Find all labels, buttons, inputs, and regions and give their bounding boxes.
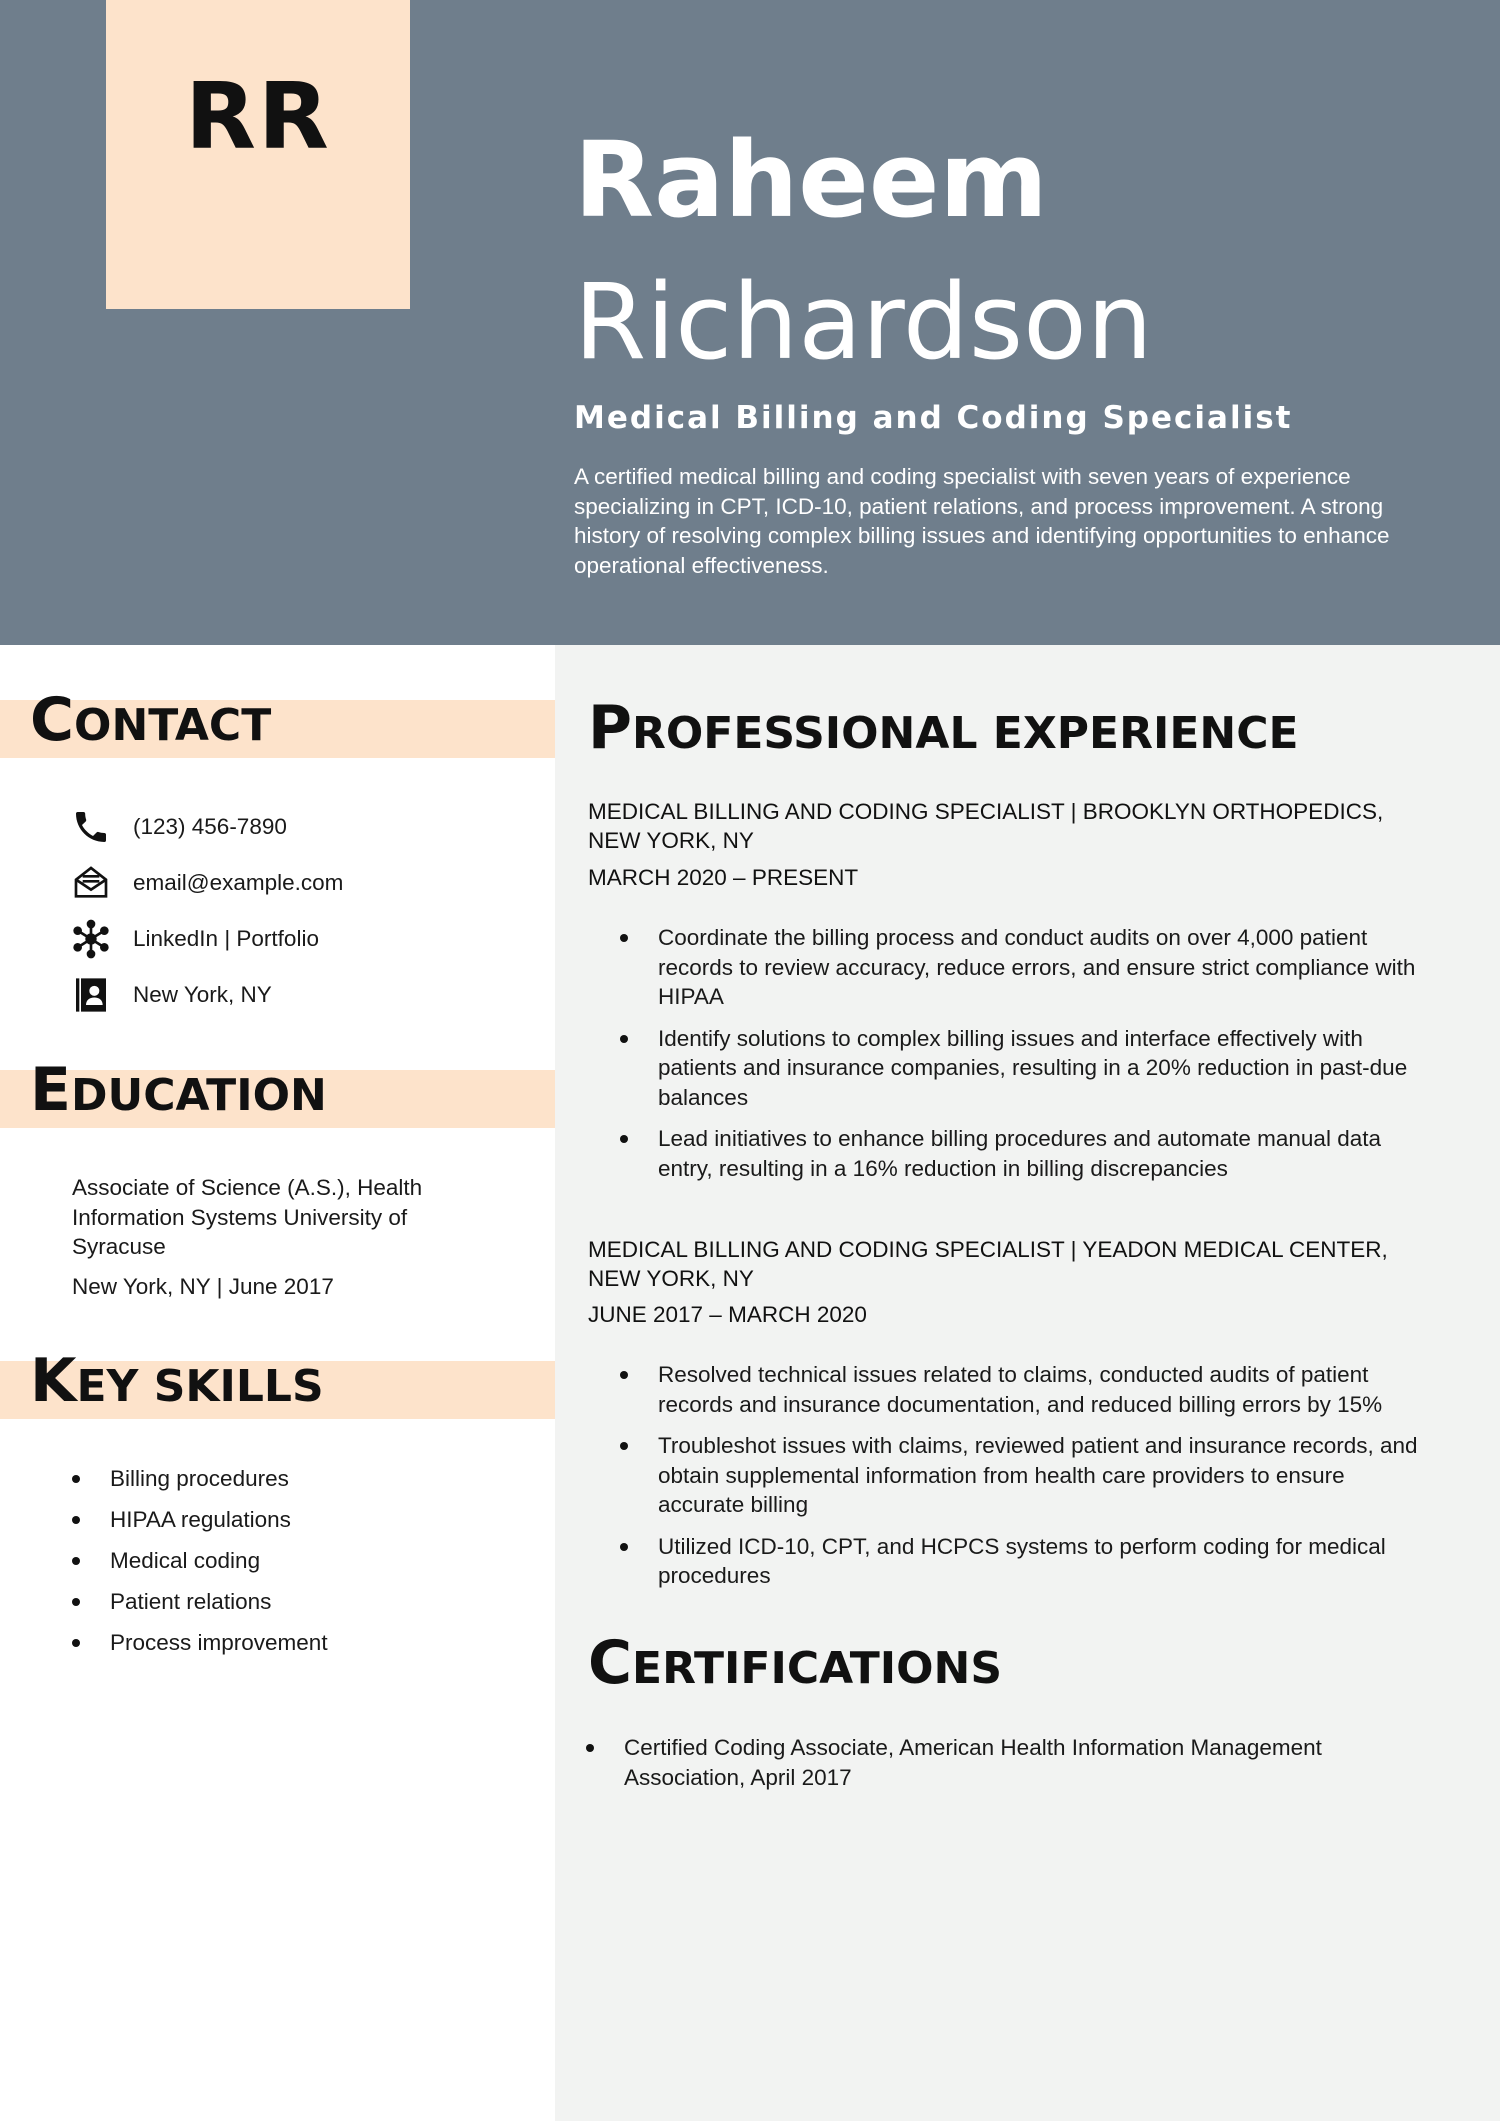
phone-icon (70, 806, 112, 848)
summary: A certified medical billing and coding specialist with seven years of experience specializing in CPT, ICD-10, patient relations, and process improvement. A strong history of resolving complex billing issues and identifying opportunities to enhance operational effectiveness. (574, 464, 1390, 578)
job-1-dates: MARCH 2020 – PRESENT (588, 865, 859, 890)
job-bullet: Coordinate the billing process and conduct audits on over 4,000 patient records to review accuracy, reduce errors, and ensure strict compliance with HIPAA (618, 923, 1428, 1012)
contact-links-text: LinkedIn | Portfolio (133, 926, 319, 951)
education-heading: EDUCATION (30, 1055, 327, 1125)
certifications-heading: CERTIFICATIONS (588, 1628, 1003, 1698)
header-band (0, 0, 1500, 645)
skills-list (72, 1458, 328, 1663)
job-2-title: MEDICAL BILLING AND CODING SPECIALIST | YEADON MEDICAL CENTER, NEW YORK, NY (588, 1237, 1388, 1291)
skill-item: Process improvement (72, 1622, 328, 1663)
job-1-bullets (618, 923, 1428, 1195)
job-bullet: Resolved technical issues related to claims, conducted audits of patient records and insurance documentation, and reduced billing errors by 15% (618, 1360, 1428, 1419)
certifications-list (584, 1733, 1404, 1804)
email-icon (70, 862, 112, 904)
education-degree: Associate of Science (A.S.), Health Information Systems University of Syracuse (72, 1175, 423, 1259)
job-bullet: Identify solutions to complex billing issues and interface effectively with patients and insurance companies, resulting in a 20% reduction in past-due balances (618, 1024, 1428, 1113)
contact-phone[interactable] (70, 806, 287, 848)
location-icon (70, 974, 112, 1016)
skill-item: Medical coding (72, 1540, 328, 1581)
certification-item: Certified Coding Associate, American Health Information Management Association, April 2017 (584, 1733, 1404, 1792)
experience-heading: PROFESSIONAL EXPERIENCE (588, 693, 1299, 763)
education-location-date: New York, NY | June 2017 (72, 1274, 334, 1299)
job-bullet: Utilized ICD-10, CPT, and HCPCS systems to perform coding for medical procedures (618, 1532, 1428, 1591)
contact-location-text: New York, NY (133, 982, 272, 1007)
network-icon (70, 918, 112, 960)
last-name: Richardson (574, 261, 1153, 383)
skill-item: Billing procedures (72, 1458, 328, 1499)
monogram-box (106, 0, 410, 309)
job-1-title: MEDICAL BILLING AND CODING SPECIALIST | BROOKLYN ORTHOPEDICS, NEW YORK, NY (588, 799, 1384, 853)
contact-location (70, 974, 272, 1016)
monogram: RR (185, 63, 331, 170)
job-bullet: Lead initiatives to enhance billing procedures and automate manual data entry, resulting in a 16% reduction in billing discrepancies (618, 1124, 1428, 1183)
contact-heading: CONTACT (30, 685, 272, 755)
contact-phone-text: (123) 456-7890 (133, 814, 287, 839)
contact-email[interactable] (70, 862, 344, 904)
skill-item: HIPAA regulations (72, 1499, 328, 1540)
contact-links[interactable] (70, 918, 319, 960)
job-title: Medical Billing and Coding Specialist (574, 400, 1293, 436)
skill-item: Patient relations (72, 1581, 328, 1622)
job-2-bullets (618, 1360, 1428, 1603)
first-name: Raheem (574, 119, 1048, 241)
skills-heading: KEY SKILLS (30, 1346, 324, 1416)
job-2-dates: JUNE 2017 – MARCH 2020 (588, 1302, 867, 1327)
job-bullet: Troubleshot issues with claims, reviewed patient and insurance records, and obtain supplemental information from health care providers to ensure accurate billing (618, 1431, 1428, 1520)
contact-email-text: email@example.com (133, 870, 344, 895)
